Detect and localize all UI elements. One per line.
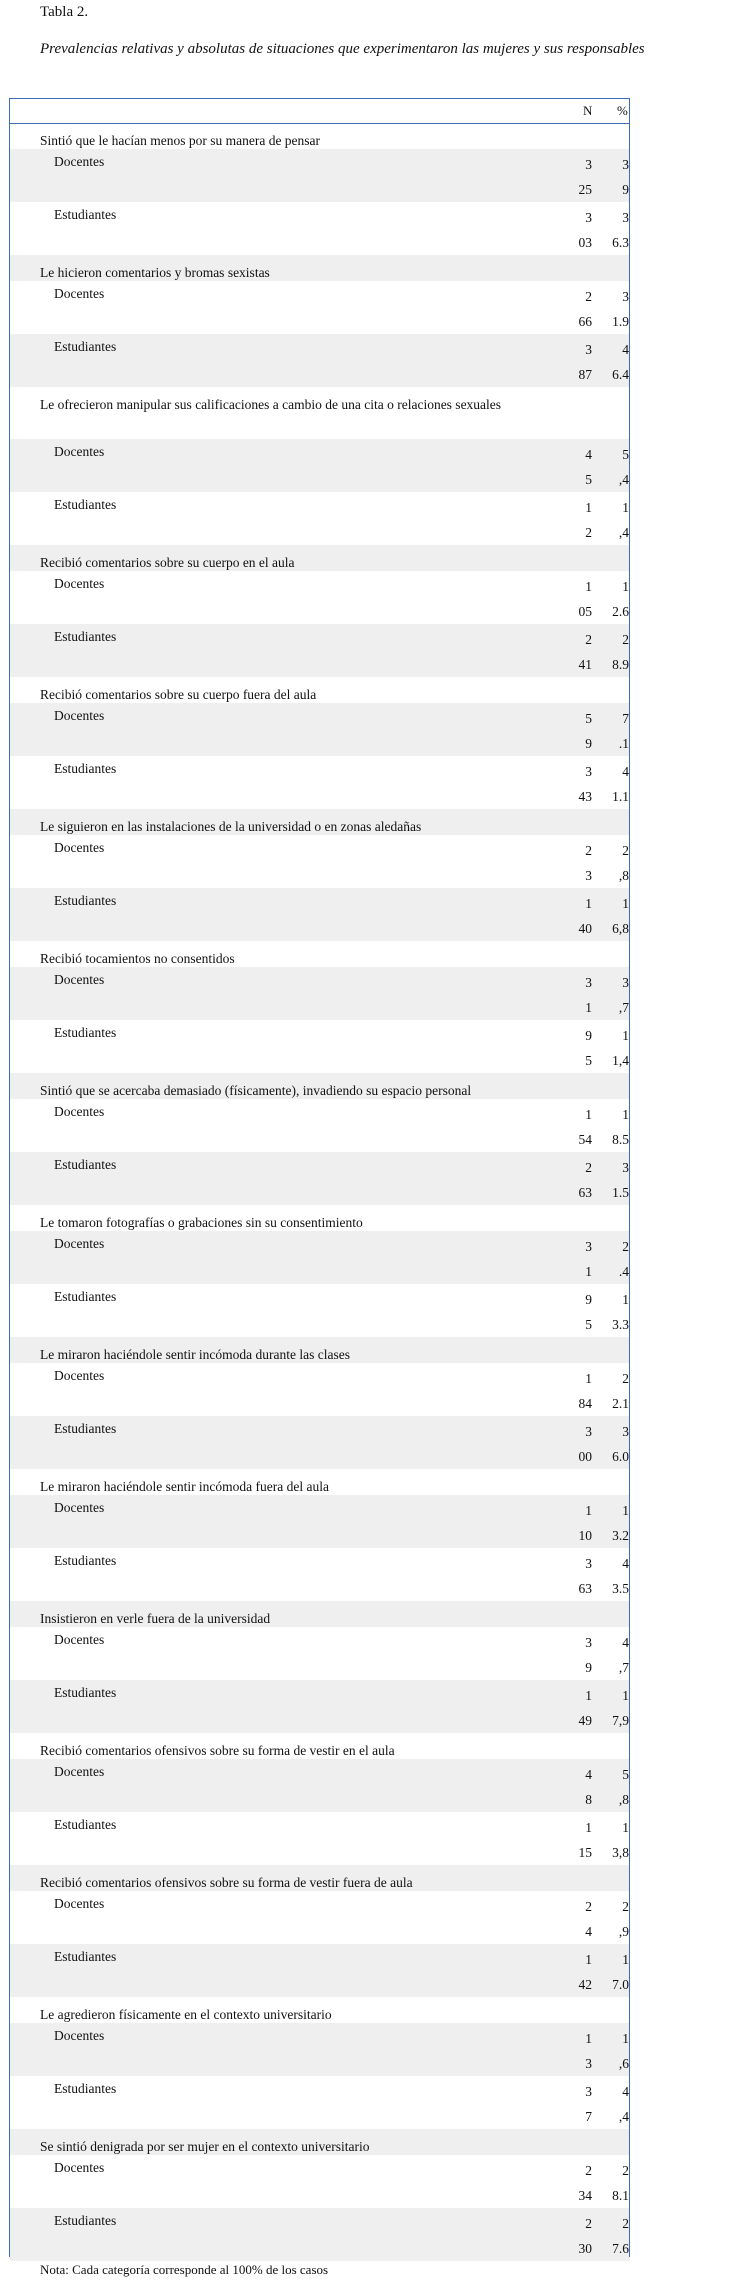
header-percent: % (617, 103, 628, 118)
group-row-docentes (10, 2023, 629, 2076)
percent-value-line2: 3.3 (612, 1317, 629, 1332)
n-value-line1: 3 (585, 975, 592, 990)
group-row-docentes (10, 1495, 629, 1548)
group-row-docentes (10, 1231, 629, 1284)
group-label: Docentes (54, 2028, 105, 2043)
n-value-line1: 1 (585, 500, 592, 515)
percent-value-line2: 2.6 (612, 604, 629, 619)
n-value-line1: 1 (585, 1688, 592, 1703)
group-label: Estudiantes (54, 1025, 117, 1040)
percent-value-line2: 7,9 (612, 1713, 629, 1728)
category-row (10, 1337, 629, 1363)
percent-value-line2: 9 (622, 182, 629, 197)
n-value-line2: 25 (578, 182, 592, 197)
group-row-docentes (10, 967, 629, 1020)
category-row (10, 123, 629, 149)
group-label: Estudiantes (54, 1421, 117, 1436)
category-row (10, 809, 629, 835)
percent-value-line1: 2 (622, 2163, 629, 2178)
group-label: Estudiantes (54, 1685, 117, 1700)
n-value-line2: 7 (585, 2109, 592, 2124)
n-value-line1: 1 (585, 896, 592, 911)
table-caption-label: Tabla 2. (40, 4, 89, 20)
header-n: N (583, 103, 593, 118)
data-table (9, 98, 630, 2257)
group-row-estudiantes (10, 2208, 629, 2261)
n-value-line1: 1 (585, 1107, 592, 1122)
n-value-line1: 1 (585, 1952, 592, 1967)
category-row (10, 941, 629, 967)
n-value-line2: 87 (578, 367, 592, 382)
n-value-line2: 5 (585, 1053, 592, 1068)
percent-value-line1: 2 (622, 1239, 629, 1254)
percent-value-line2: 3,8 (612, 1845, 629, 1860)
group-row-docentes (10, 2155, 629, 2208)
n-value-line2: 4 (585, 1924, 592, 1939)
category-label: Recibió tocamientos no consentidos (40, 951, 235, 966)
category-label: Sintió que le hacían menos por su manera de pensar (40, 133, 321, 148)
table-caption-title: Prevalencias relativas y absolutas de situaciones que experimentaron las mujeres y sus responsables (40, 41, 645, 57)
category-label: Recibió comentarios ofensivos sobre su forma de vestir fuera de aula (40, 1875, 413, 1890)
n-value-line1: 1 (585, 1503, 592, 1518)
n-value-line2: 05 (578, 604, 592, 619)
n-value-line1: 2 (585, 843, 592, 858)
group-label: Estudiantes (54, 1553, 117, 1568)
group-label: Estudiantes (54, 893, 117, 908)
n-value-line2: 54 (578, 1132, 592, 1147)
percent-value-line1: 4 (622, 1635, 629, 1650)
n-value-line2: 8 (585, 1792, 592, 1807)
percent-value-line2: 3.5 (612, 1581, 629, 1596)
n-value-line2: 10 (578, 1528, 592, 1543)
group-label: Docentes (54, 1368, 105, 1383)
percent-value-line2: ,4 (618, 525, 629, 540)
n-value-line1: 3 (585, 1556, 592, 1571)
group-row-docentes (10, 439, 629, 492)
percent-value-line2: 8.5 (612, 1132, 629, 1147)
n-value-line2: 3 (585, 868, 592, 883)
n-value-line1: 3 (585, 1239, 592, 1254)
group-label: Docentes (54, 444, 105, 459)
group-label: Estudiantes (54, 1949, 117, 1964)
group-row-estudiantes (10, 334, 629, 387)
table-note: Nota: Cada categoría corresponde al 100% de los casos (40, 2262, 329, 2277)
percent-value-line2: ,9 (618, 1924, 629, 1939)
category-row (10, 677, 629, 703)
group-row-docentes (10, 1363, 629, 1416)
group-label: Docentes (54, 1764, 105, 1779)
group-label: Estudiantes (54, 761, 117, 776)
category-row (10, 545, 629, 571)
category-label: Le hicieron comentarios y bromas sexistas (40, 265, 270, 280)
n-value-line2: 84 (578, 1396, 592, 1411)
group-row-estudiantes (10, 1152, 629, 1205)
group-row-docentes (10, 835, 629, 888)
percent-value-line2: 1.9 (612, 314, 629, 329)
n-value-line2: 43 (578, 789, 592, 804)
percent-value-line1: 3 (622, 210, 629, 225)
n-value-line1: 1 (585, 1371, 592, 1386)
group-row-docentes (10, 1891, 629, 1944)
percent-value-line1: 1 (622, 1688, 629, 1703)
percent-value-line1: 4 (622, 342, 629, 357)
n-value-line2: 9 (585, 736, 592, 751)
n-value-line1: 2 (585, 632, 592, 647)
percent-value-line2: 2.1 (612, 1396, 629, 1411)
n-value-line2: 9 (585, 1660, 592, 1675)
category-row (10, 387, 629, 439)
n-value-line2: 3 (585, 2056, 592, 2071)
percent-value-line1: 3 (622, 975, 629, 990)
percent-value-line1: 1 (622, 500, 629, 515)
percent-value-line2: .4 (618, 1264, 629, 1279)
percent-value-line1: 4 (622, 1556, 629, 1571)
percent-value-line1: 4 (622, 764, 629, 779)
n-value-line2: 5 (585, 1317, 592, 1332)
n-value-line1: 1 (585, 579, 592, 594)
percent-value-line2: 6,8 (612, 921, 629, 936)
n-value-line2: 1 (585, 1264, 592, 1279)
n-value-line2: 40 (578, 921, 592, 936)
group-row-estudiantes (10, 1944, 629, 1997)
n-value-line2: 30 (578, 2241, 592, 2256)
group-label: Docentes (54, 286, 105, 301)
category-label: Se sintió denigrada por ser mujer en el contexto universitario (40, 2139, 370, 2154)
n-value-line1: 3 (585, 157, 592, 172)
group-label: Estudiantes (54, 1289, 117, 1304)
category-row (10, 2129, 629, 2155)
category-row (10, 1469, 629, 1495)
percent-value-line2: ,8 (618, 1792, 629, 1807)
percent-value-line2: .1 (618, 736, 629, 751)
percent-value-line1: 1 (622, 1028, 629, 1043)
group-label: Estudiantes (54, 1817, 117, 1832)
group-row-docentes (10, 281, 629, 334)
n-value-line2: 2 (585, 525, 592, 540)
percent-value-line1: 4 (622, 2084, 629, 2099)
n-value-line2: 63 (578, 1185, 592, 1200)
n-value-line1: 4 (585, 1767, 592, 1782)
n-value-line2: 00 (578, 1449, 592, 1464)
percent-value-line1: 1 (622, 1503, 629, 1518)
percent-value-line1: 3 (622, 289, 629, 304)
percent-value-line1: 1 (622, 1292, 629, 1307)
percent-value-line1: 5 (622, 1767, 629, 1782)
group-label: Docentes (54, 1236, 105, 1251)
n-value-line1: 2 (585, 2163, 592, 2178)
category-row (10, 1601, 629, 1627)
group-row-docentes (10, 703, 629, 756)
n-value-line1: 2 (585, 2216, 592, 2231)
group-label: Estudiantes (54, 629, 117, 644)
n-value-line1: 9 (585, 1028, 592, 1043)
group-row-estudiantes (10, 624, 629, 677)
group-row-estudiantes (10, 1812, 629, 1865)
percent-value-line2: 7.0 (612, 1977, 629, 1992)
n-value-line2: 66 (578, 314, 592, 329)
group-label: Docentes (54, 154, 105, 169)
percent-value-line2: 8.1 (612, 2188, 629, 2203)
category-label: Le tomaron fotografías o grabaciones sin su consentimiento (40, 1215, 363, 1230)
category-row (10, 1733, 629, 1759)
group-label: Estudiantes (54, 497, 117, 512)
percent-value-line2: 3.2 (612, 1528, 629, 1543)
percent-value-line2: ,7 (618, 1000, 629, 1015)
category-row (10, 1865, 629, 1891)
n-value-line2: 41 (578, 657, 592, 672)
percent-value-line1: 2 (622, 2216, 629, 2231)
category-label: Insistieron en verle fuera de la universidad (40, 1611, 271, 1626)
group-label: Estudiantes (54, 2081, 117, 2096)
group-row-estudiantes (10, 1020, 629, 1073)
group-row-estudiantes (10, 1548, 629, 1601)
group-row-estudiantes (10, 2076, 629, 2129)
percent-value-line2: ,6 (618, 2056, 629, 2071)
n-value-line1: 3 (585, 210, 592, 225)
n-value-line2: 34 (578, 2188, 592, 2203)
n-value-line2: 1 (585, 1000, 592, 1015)
category-label: Le agredieron físicamente en el contexto universitario (40, 2007, 332, 2022)
n-value-line1: 2 (585, 1899, 592, 1914)
percent-value-line1: 1 (622, 1952, 629, 1967)
percent-value-line2: 6.3 (612, 235, 629, 250)
percent-value-line1: 3 (622, 157, 629, 172)
group-label: Docentes (54, 840, 105, 855)
n-value-line2: 49 (578, 1713, 592, 1728)
group-row-estudiantes (10, 202, 629, 255)
percent-value-line1: 1 (622, 2031, 629, 2046)
n-value-line1: 3 (585, 764, 592, 779)
group-row-docentes (10, 149, 629, 202)
category-row (10, 255, 629, 281)
percent-value-line2: 1.5 (612, 1185, 629, 1200)
group-row-estudiantes (10, 1680, 629, 1733)
percent-value-line1: 7 (622, 711, 629, 726)
category-label: Recibió comentarios sobre su cuerpo fuera del aula (40, 687, 317, 702)
percent-value-line1: 1 (622, 579, 629, 594)
n-value-line1: 3 (585, 1424, 592, 1439)
percent-value-line2: 7.6 (612, 2241, 629, 2256)
percent-value-line2: 6.4 (612, 367, 629, 382)
group-label: Docentes (54, 708, 105, 723)
category-row (10, 1205, 629, 1231)
category-label: Le ofrecieron manipular sus calificaciones a cambio de una cita o relaciones sexuales (40, 397, 502, 412)
group-row-estudiantes (10, 888, 629, 941)
percent-value-line1: 2 (622, 1899, 629, 1914)
percent-value-line1: 5 (622, 447, 629, 462)
group-row-docentes (10, 571, 629, 624)
n-value-line1: 3 (585, 342, 592, 357)
group-row-estudiantes (10, 1416, 629, 1469)
percent-value-line2: ,4 (618, 472, 629, 487)
group-label: Estudiantes (54, 339, 117, 354)
percent-value-line2: 8.9 (612, 657, 629, 672)
n-value-line1: 2 (585, 1160, 592, 1175)
percent-value-line1: 2 (622, 1371, 629, 1386)
group-row-estudiantes (10, 492, 629, 545)
percent-value-line2: ,8 (618, 868, 629, 883)
n-value-line1: 3 (585, 1635, 592, 1650)
n-value-line1: 1 (585, 1820, 592, 1835)
n-value-line2: 15 (578, 1845, 592, 1860)
n-value-line1: 1 (585, 2031, 592, 2046)
n-value-line2: 5 (585, 472, 592, 487)
percent-value-line1: 3 (622, 1160, 629, 1175)
group-label: Estudiantes (54, 1157, 117, 1172)
percent-value-line2: 1.1 (612, 789, 629, 804)
group-label: Docentes (54, 1500, 105, 1515)
table-header-row (10, 99, 629, 124)
group-label: Docentes (54, 1896, 105, 1911)
group-label: Docentes (54, 1632, 105, 1647)
category-label: Recibió comentarios ofensivos sobre su forma de vestir en el aula (40, 1743, 395, 1758)
n-value-line1: 9 (585, 1292, 592, 1307)
n-value-line2: 03 (578, 235, 592, 250)
percent-value-line1: 2 (622, 632, 629, 647)
group-row-estudiantes (10, 1284, 629, 1337)
group-row-docentes (10, 1759, 629, 1812)
percent-value-line2: 6.0 (612, 1449, 629, 1464)
percent-value-line2: ,7 (618, 1660, 629, 1675)
percent-value-line1: 1 (622, 896, 629, 911)
n-value-line2: 42 (578, 1977, 592, 1992)
percent-value-line2: ,4 (618, 2109, 629, 2124)
category-row (10, 1073, 629, 1099)
category-label: Recibió comentarios sobre su cuerpo en el aula (40, 555, 295, 570)
group-label: Docentes (54, 972, 105, 987)
group-row-estudiantes (10, 756, 629, 809)
percent-value-line2: 1,4 (612, 1053, 629, 1068)
n-value-line1: 5 (585, 711, 592, 726)
n-value-line1: 2 (585, 289, 592, 304)
category-label: Sintió que se acercaba demasiado (físicamente), invadiendo su espacio personal (40, 1083, 472, 1098)
group-label: Estudiantes (54, 207, 117, 222)
percent-value-line1: 1 (622, 1107, 629, 1122)
percent-value-line1: 2 (622, 843, 629, 858)
percent-value-line1: 3 (622, 1424, 629, 1439)
category-label: Le siguieron en las instalaciones de la universidad o en zonas aledañas (40, 819, 422, 834)
percent-value-line1: 1 (622, 1820, 629, 1835)
category-label: Le miraron haciéndole sentir incómoda fuera del aula (40, 1479, 329, 1494)
n-value-line1: 4 (585, 447, 592, 462)
group-row-docentes (10, 1627, 629, 1680)
group-label: Estudiantes (54, 2213, 117, 2228)
group-label: Docentes (54, 1104, 105, 1119)
group-label: Docentes (54, 576, 105, 591)
category-label: Le miraron haciéndole sentir incómoda durante las clases (40, 1347, 351, 1362)
group-label: Docentes (54, 2160, 105, 2175)
group-row-docentes (10, 1099, 629, 1152)
category-row (10, 1997, 629, 2023)
n-value-line2: 63 (578, 1581, 592, 1596)
n-value-line1: 3 (585, 2084, 592, 2099)
